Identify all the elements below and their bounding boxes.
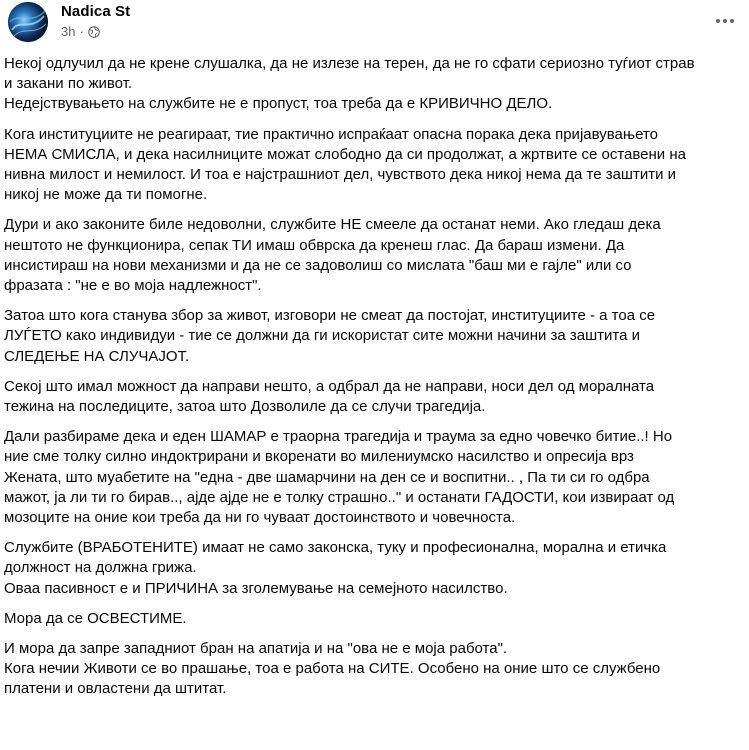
text-line: Кога институциите не реагираат, тие практично испраќаат опасна порака дека пријавувањето — [4, 125, 658, 143]
post-time[interactable]: 3h — [61, 24, 76, 39]
text-line: и закани по живот. — [4, 75, 133, 93]
text-line: Мора да се ОСВЕСТИМЕ. — [4, 609, 187, 627]
text-line: Некој одлучил да не крене слушалка, да не излезе на терен, да не го сфати сериозно туѓиот страв — [4, 55, 695, 72]
text-line: мажот, ја ли ти го бирав.., ајде ајде не е толку страшно.." и останати ГАДОСТИ, кои извираат од — [4, 488, 675, 506]
text-line: никој не може да ти помогне. — [4, 186, 208, 204]
post-header — [4, 1, 745, 45]
post-paragraph — [4, 639, 745, 700]
post-paragraph — [4, 538, 745, 599]
more-options-button[interactable] — [711, 7, 739, 35]
text-line: И мора да запре западниот бран на апатија и на "ова не е моја работа". — [4, 640, 508, 658]
text-line: инсистираш на нови механизми и да не се задоволиш со мислата "баш ми е гајле" или со — [4, 256, 632, 274]
meta-separator: · — [79, 24, 84, 39]
post-paragraph — [4, 215, 745, 296]
text-line: Службите (ВРАБОТЕНИТЕ) имаат не само законска, туку и професионална, морална и етичка — [4, 539, 667, 557]
post-paragraph — [4, 306, 745, 367]
post-body — [4, 54, 745, 710]
post-paragraph — [4, 54, 745, 115]
text-line: Дури и ако законите биле недоволни, службите НЕ смееле да останат неми. Ако гледаш дека — [4, 216, 661, 234]
text-line: нивна милост и немилост. И тоа е најстрашниот дел, чувството дека никој нема да те заштити и — [4, 166, 677, 184]
text-line: Жената, што муабетите на "една - две шамарчини на ден се и воспитни.. , Па ти си го одбра — [4, 468, 650, 486]
text-line: ние сме толку силно индоктрирани и вкоренати во милениумско насилство и опресија врз — [4, 448, 634, 466]
more-horizontal-icon — [715, 18, 735, 24]
text-line: платени и овластени да штитат. — [4, 680, 227, 698]
text-line: ЛУЃЕТО како индивидуи - тие се должни да ги искористат сите можни начини за заштита и — [4, 327, 640, 345]
text-line: Затоа што кога станува збор за живот, изговори не смеат да постојат, институциите - а тоа се — [4, 307, 656, 325]
text-line: фразата : "не е во моја надлежност". — [4, 277, 262, 295]
post-paragraph — [4, 609, 745, 629]
post-paragraph — [4, 125, 745, 206]
post-meta — [61, 24, 100, 39]
text-line: должност на должна грижа. — [4, 559, 197, 577]
author-name[interactable]: Nadica St — [61, 3, 131, 20]
globe-icon — [88, 26, 100, 38]
text-line: Оваа пасивност е и ПРИЧИНА за зголемување на семејното насилство. — [4, 579, 508, 597]
text-line: Дали разбираме дека и еден ШАМАР е траорна трагедија и траума за едно човечко битие..! Но — [4, 428, 673, 446]
text-line: тежина на последиците, затоа што Дозволиле да се случи трагедија. — [4, 398, 486, 416]
text-line: Кога нечии Животи се во прашање, тоа е работа на СИТЕ. Особено на оние што се службено — [4, 660, 661, 678]
post-paragraph — [4, 377, 745, 417]
post-paragraph — [4, 427, 745, 528]
text-line: Недејствувањето на службите не е пропуст, тоа треба да е КРИВИЧНО ДЕЛО. — [4, 95, 553, 113]
text-line: нештото не функционира, сепак ТИ имаш обврска да кренеш глас. Да бараш измени. Да — [4, 236, 625, 254]
text-line: Секој што имал можност да направи нешто, а одбрал да не направи, носи дел од моралната — [4, 377, 655, 395]
text-line: НЕМА СМИСЛА, и дека насилниците можат слободно да си продолжат, а жртвите се оставени на — [4, 145, 686, 163]
text-line: мозоците на оние кои треба да ни го чуваат достоинството и човечноста. — [4, 509, 516, 527]
text-line: СЛЕДЕЊЕ НА СЛУЧАЈОТ. — [4, 347, 190, 365]
avatar[interactable] — [8, 2, 48, 42]
